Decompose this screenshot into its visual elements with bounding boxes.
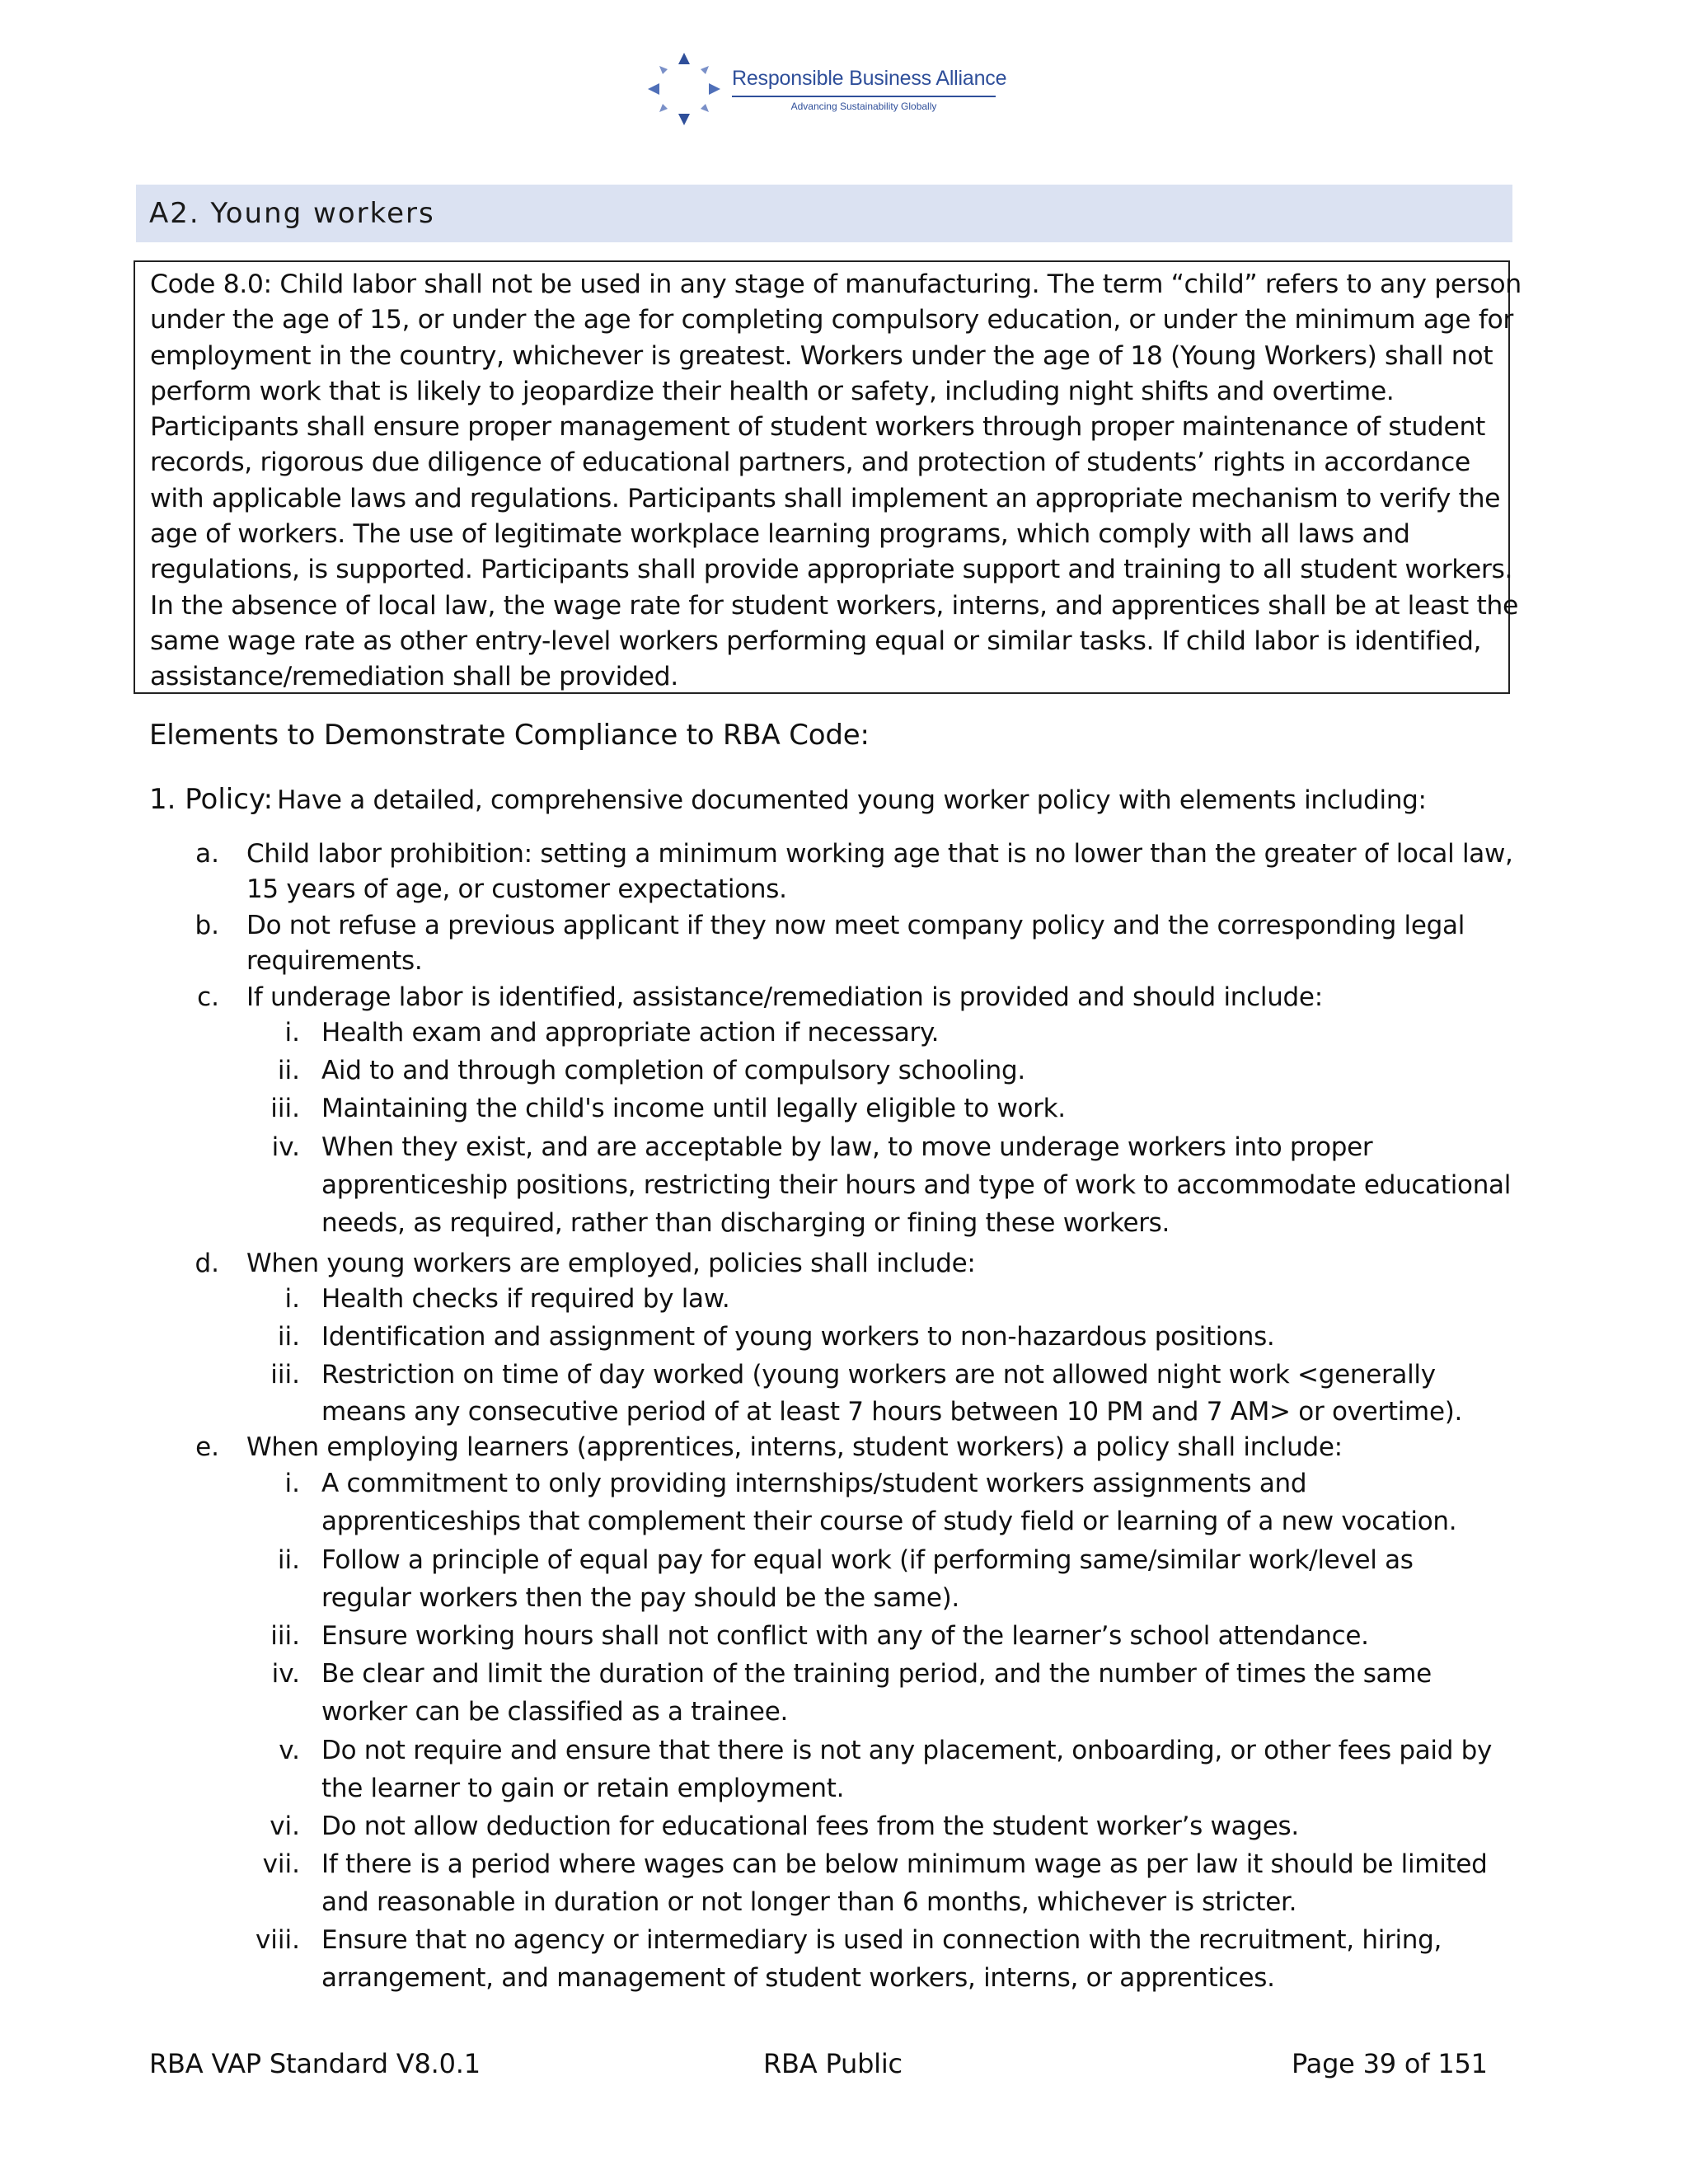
list-marker: i. bbox=[284, 1469, 300, 1498]
list-item-line: 15 years of age, or customer expectations. bbox=[246, 874, 787, 904]
code-line: with applicable laws and regulations. Participants shall implement an appropriate mechanism to verify the bbox=[150, 483, 1501, 513]
sub-item-line: worker can be classified as a trainee. bbox=[321, 1697, 789, 1727]
list-item-line: When young workers are employed, policies shall include: bbox=[246, 1249, 976, 1278]
list-marker: v. bbox=[279, 1736, 300, 1765]
list-marker: iv. bbox=[271, 1659, 300, 1689]
sub-item-line: arrangement, and management of student workers, interns, or apprentices. bbox=[321, 1963, 1275, 1993]
sub-item-line: the learner to gain or retain employment. bbox=[321, 1774, 845, 1803]
sub-item-line: Ensure that no agency or intermediary is used in connection with the recruitment, hiring, bbox=[321, 1925, 1442, 1955]
elements-heading: Elements to Demonstrate Compliance to RBA Code: bbox=[149, 719, 870, 752]
list-marker: e. bbox=[195, 1432, 219, 1462]
list-marker: ii. bbox=[277, 1545, 300, 1575]
code-line: employment in the country, whichever is greatest. Workers under the age of 18 (Young Workers) shall not bbox=[150, 340, 1493, 371]
policy-text: Have a detailed, comprehensive documented young worker policy with elements including: bbox=[277, 785, 1427, 815]
list-marker: iii. bbox=[270, 1360, 300, 1390]
sub-item-line: A commitment to only providing internships/student workers assignments and bbox=[321, 1469, 1307, 1498]
list-marker: i. bbox=[284, 1284, 300, 1314]
code-line: regulations, is supported. Participants shall provide appropriate support and training to all student workers. bbox=[150, 555, 1513, 585]
list-item-line: Do not refuse a previous applicant if they now meet company policy and the corresponding legal bbox=[246, 911, 1465, 940]
code-line: age of workers. The use of legitimate workplace learning programs, which comply with all laws and bbox=[150, 519, 1410, 550]
sub-item-line: Aid to and through completion of compulsory schooling. bbox=[321, 1056, 1025, 1085]
footer-standard: RBA VAP Standard V8.0.1 bbox=[149, 2048, 481, 2079]
list-marker: i. bbox=[284, 1018, 300, 1047]
sub-item-line: Identification and assignment of young workers to non-hazardous positions. bbox=[321, 1322, 1275, 1352]
sub-item-line: Restriction on time of day worked (young workers are not allowed night work <generally bbox=[321, 1360, 1436, 1390]
code-line: Code 8.0: Child labor shall not be used in any stage of manufacturing. The term “child” refers to any person bbox=[150, 269, 1522, 299]
logo-tagline: Advancing Sustainability Globally bbox=[790, 101, 937, 112]
code-line: records, rigorous due diligence of educational partners, and protection of students’ rights in accordance bbox=[150, 448, 1470, 478]
sub-item-line: When they exist, and are acceptable by law, to move underage workers into proper bbox=[321, 1132, 1373, 1162]
list-item-line: requirements. bbox=[246, 946, 423, 976]
footer-page-number: Page 39 of 151 bbox=[1292, 2048, 1488, 2079]
list-marker: ii. bbox=[277, 1056, 300, 1085]
list-marker: c. bbox=[197, 982, 219, 1012]
sub-item-line: Be clear and limit the duration of the training period, and the number of times the same bbox=[321, 1659, 1432, 1689]
sub-item-line: Maintaining the child's income until legally eligible to work. bbox=[321, 1094, 1066, 1123]
code-line: Participants shall ensure proper management of student workers through proper maintenance of student bbox=[150, 412, 1485, 443]
code-line: In the absence of local law, the wage rate for student workers, interns, and apprentices shall be at least the bbox=[150, 590, 1518, 621]
sub-item-line: Health exam and appropriate action if necessary. bbox=[321, 1018, 940, 1047]
list-marker: iii. bbox=[270, 1094, 300, 1123]
sub-item-line: If there is a period where wages can be below minimum wage as per law it should be limited bbox=[321, 1849, 1488, 1879]
sub-item-line: regular workers then the pay should be the same). bbox=[321, 1583, 959, 1613]
list-marker: d. bbox=[195, 1249, 219, 1278]
list-marker: b. bbox=[195, 911, 219, 940]
list-marker: vi. bbox=[270, 1811, 300, 1841]
list-item-line: Child labor prohibition: setting a minimum working age that is no lower than the greater of local law, bbox=[246, 839, 1513, 869]
sub-item-line: needs, as required, rather than discharging or fining these workers. bbox=[321, 1208, 1170, 1238]
list-marker: viii. bbox=[255, 1925, 300, 1955]
sub-item-line: Do not require and ensure that there is not any placement, onboarding, or other fees paid by bbox=[321, 1736, 1493, 1765]
footer-classification: RBA Public bbox=[763, 2048, 903, 2079]
list-marker: iii. bbox=[270, 1621, 300, 1651]
list-marker: a. bbox=[195, 839, 219, 869]
sub-item-line: Ensure working hours shall not conflict with any of the learner’s school attendance. bbox=[321, 1621, 1369, 1651]
sub-item-line: Do not allow deduction for educational fees from the student worker’s wages. bbox=[321, 1811, 1299, 1841]
list-item-line: If underage labor is identified, assistance/remediation is provided and should include: bbox=[246, 982, 1323, 1012]
list-item-line: When employing learners (apprentices, interns, student workers) a policy shall include: bbox=[246, 1432, 1343, 1462]
section-title: A2. Young workers bbox=[149, 197, 435, 230]
list-marker: iv. bbox=[271, 1132, 300, 1162]
sub-item-line: Follow a principle of equal pay for equal work (if performing same/similar work/level as bbox=[321, 1545, 1414, 1575]
code-line: assistance/remediation shall be provided. bbox=[150, 662, 678, 692]
sub-item-line: Health checks if required by law. bbox=[321, 1284, 730, 1314]
sub-item-line: and reasonable in duration or not longer than 6 months, whichever is stricter. bbox=[321, 1887, 1297, 1917]
list-marker: ii. bbox=[277, 1322, 300, 1352]
code-line: under the age of 15, or under the age for completing compulsory education, or under the minimum age for bbox=[150, 305, 1513, 335]
sub-item-line: apprenticeship positions, restricting their hours and type of work to accommodate educational bbox=[321, 1170, 1512, 1200]
code-line: same wage rate as other entry-level workers performing equal or similar tasks. If child labor is identified, bbox=[150, 626, 1482, 656]
list-marker: vii. bbox=[262, 1849, 300, 1879]
sub-item-line: means any consecutive period of at least 7 hours between 10 PM and 7 AM> or overtime). bbox=[321, 1397, 1463, 1427]
policy-lead: 1. Policy: bbox=[149, 783, 274, 816]
code-line: perform work that is likely to jeopardize their health or safety, including night shifts and overtime. bbox=[150, 376, 1395, 406]
logo-name: Responsible Business Alliance bbox=[732, 67, 1007, 90]
sub-item-line: apprenticeships that complement their course of study field or learning of a new vocation. bbox=[321, 1507, 1457, 1536]
